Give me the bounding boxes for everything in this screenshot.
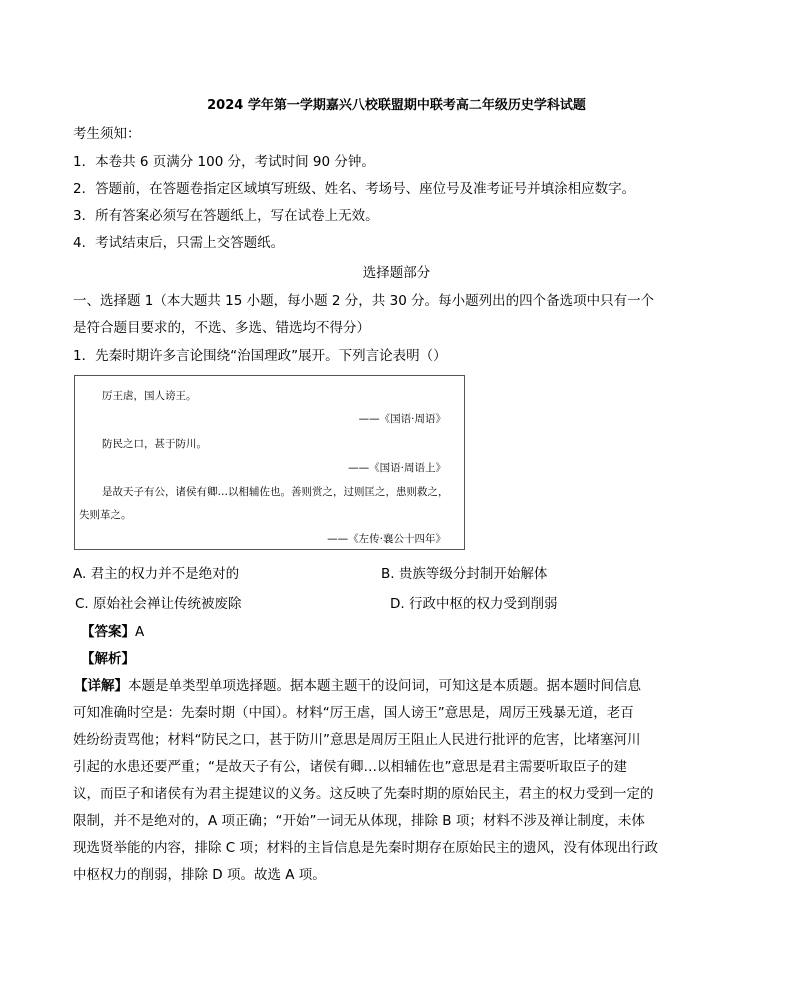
detail-label: 【详解】 [74, 678, 128, 694]
quote-box [74, 375, 465, 550]
answer-label: 【答案】 [81, 624, 135, 640]
section-instructions-line-2: 是符合题目要求的，不选、多选、错选均不得分） [73, 320, 370, 336]
detail-line-1 [74, 676, 641, 696]
detail-line-2: 可知准确时空是：先秦时期（中国）。材料“厉王虐，国人谤王”意思是，周厉王残暴无道，老百 [73, 705, 634, 721]
option-a: A. 君主的权力并不是绝对的 [73, 566, 240, 582]
section-title: 选择题部分 [362, 265, 431, 281]
detail-line-3: 姓纷纷责骂他；材料“防民之口，甚于防川”意思是周厉王阻止人民进行批评的危害，比堵塞河川 [73, 732, 641, 748]
detail-line-4: 引起的水患还要严重；“是故天子有公，诸侯有卿…以相辅佐也”意思是君主需要听取臣子的建 [73, 759, 627, 775]
answer-value: A [135, 624, 145, 640]
quote-1-text: 厉王虐，国人谤王。 [102, 390, 197, 402]
quote-3-text: 是故天子有公，诸侯有卿…以相辅佐也。善则赏之，过则匡之，患则救之， [102, 486, 449, 498]
notice-item-2: 2．答题前，在答题卷指定区域填写班级、姓名、考场号、座位号及准考证号并填涂相应数字。 [73, 181, 636, 197]
question-stem: 1．先秦时期许多言论围绕“治国理政”展开。下列言论表明（） [73, 348, 447, 364]
analysis-label: 【解析】 [81, 651, 135, 667]
option-d: D. 行政中枢的权力受到削弱 [390, 596, 558, 612]
detail-line-6: 限制，并不是绝对的，A 项正确；“开始”一词无从体现，排除 B 项；材料不涉及禅让制度，未体 [73, 813, 645, 829]
notice-item-1: 1．本卷共 6 页满分 100 分，考试时间 90 分钟。 [73, 154, 375, 170]
quote-2-source: ——《国语·周语上》 [348, 462, 446, 474]
quote-3-continuation: 失则革之。 [79, 509, 132, 521]
quote-3-source: ——《左传·襄公十四年》 [327, 533, 446, 545]
detail-line-5: 议，而臣子和诸侯有为君主提建议的义务。这反映了先秦时期的原始民主，君主的权力受到一定的 [73, 786, 654, 802]
answer-line [81, 622, 144, 642]
notice-item-4: 4．考试结束后，只需上交答题纸。 [73, 235, 285, 251]
option-b: B. 贵族等级分封制开始解体 [381, 566, 548, 582]
exam-title: 2024 学年第一学期嘉兴八校联盟期中联考高二年级历史学科试题 [207, 98, 586, 113]
detail-line-7: 现选贤举能的内容，排除 C 项；材料的主旨信息是先秦时期存在原始民主的遗风，没有体现出行政 [73, 840, 659, 856]
notice-heading: 考生须知： [73, 126, 141, 142]
quote-1-source: ——《国语·周语》 [358, 413, 446, 425]
section-instructions-line-1: 一、选择题 1（本大题共 15 小题，每小题 2 分，共 30 分。每小题列出的四个备选项中只有一个 [73, 293, 655, 309]
option-c: C. 原始社会禅让传统被废除 [75, 596, 242, 612]
detail-line-8: 中枢权力的削弱，排除 D 项。故选 A 项。 [73, 867, 326, 883]
quote-2-text: 防民之口，甚于防川。 [102, 438, 207, 450]
notice-item-3: 3．所有答案必须写在答题纸上，写在试卷上无效。 [73, 208, 379, 224]
detail-text-1: 本题是单类型单项选择题。据本题主题干的设问词，可知这是本质题。据本题时间信息 [128, 678, 641, 694]
